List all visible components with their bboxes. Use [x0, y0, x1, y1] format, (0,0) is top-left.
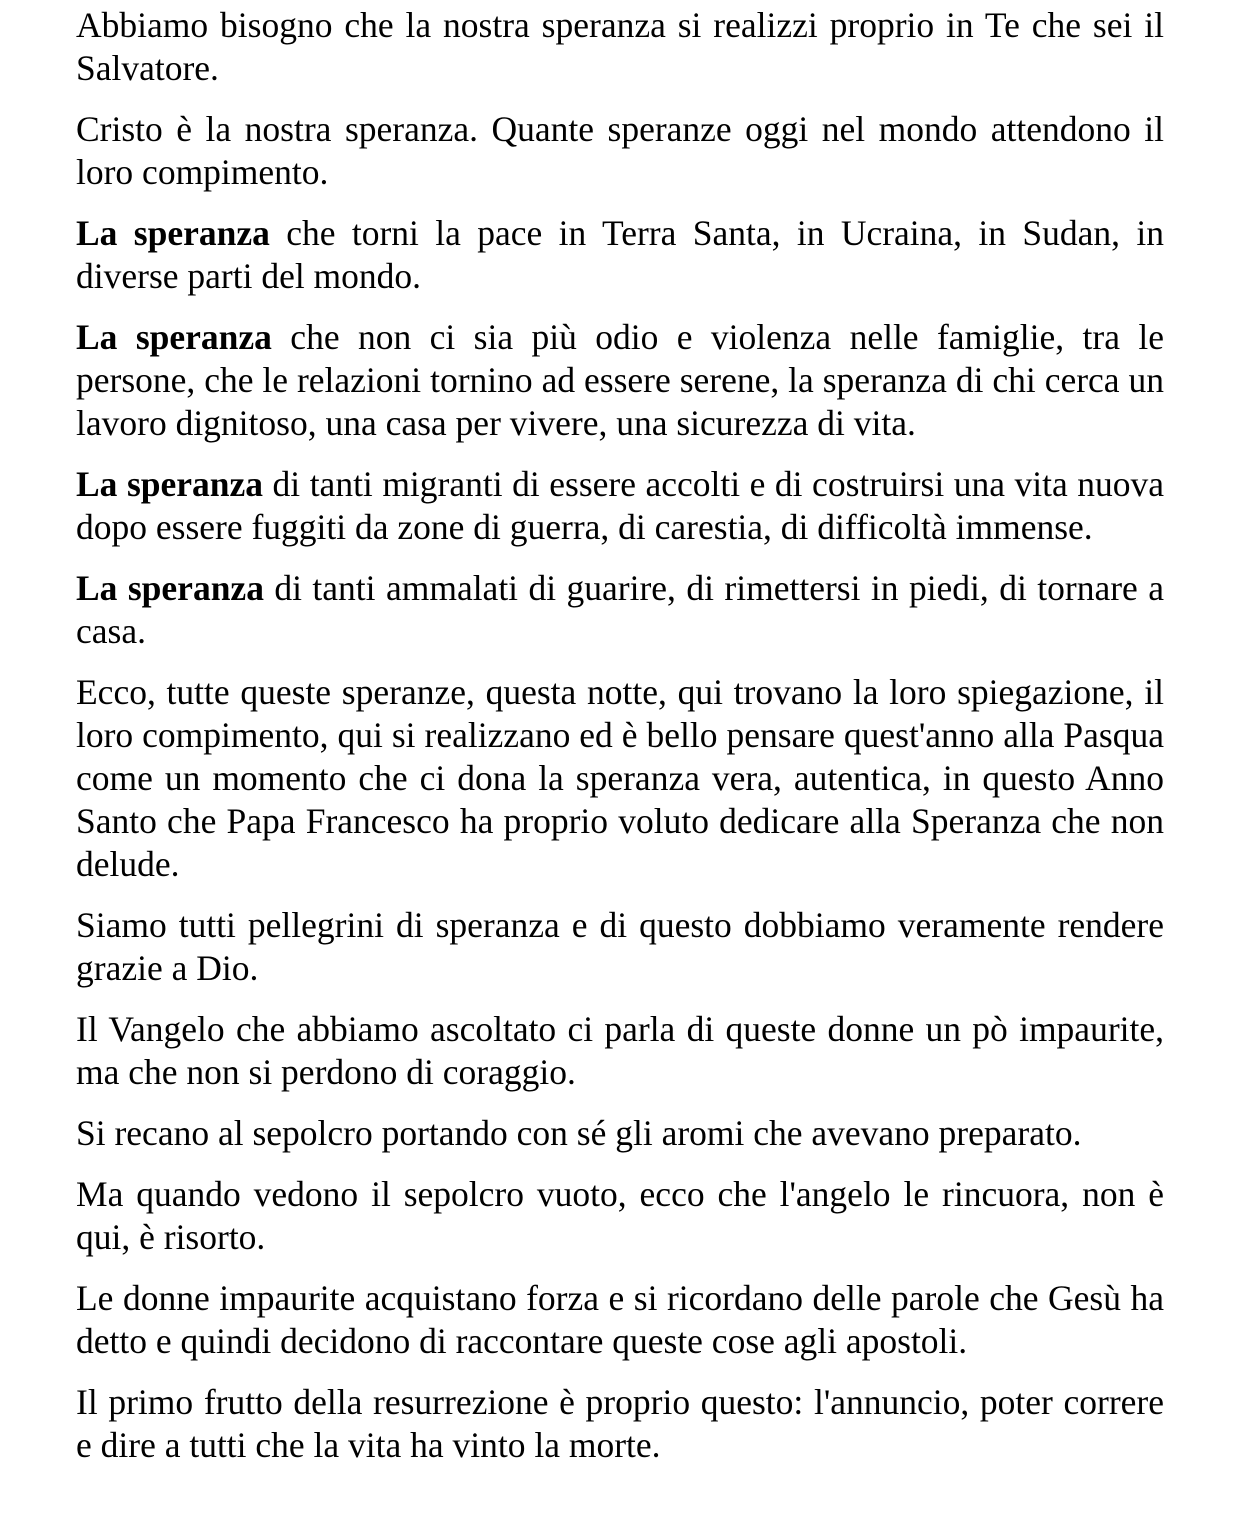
paragraph-text: che non ci sia più odio e violenza nelle famiglie, tra le persone, che le relazioni tornino ad essere serene, la speranza di chi cerca un lavoro dignitoso, una casa per vivere, una sicurezza di vita. — [76, 317, 1164, 443]
paragraph — [76, 212, 1164, 298]
paragraph — [76, 1277, 1164, 1363]
paragraph-text: che torni la pace in Terra Santa, in Ucraina, in Sudan, in diverse parti del mondo. — [76, 213, 1164, 296]
paragraph-text: Le donne impaurite acquistano forza e si ricordano delle parole che Gesù ha detto e quindi decidono di raccontare queste cose agli apostoli. — [76, 1278, 1164, 1361]
paragraph-text: Ma quando vedono il sepolcro vuoto, ecco che l'angelo le rincuora, non è qui, è risorto. — [76, 1174, 1164, 1257]
paragraph — [76, 4, 1164, 90]
paragraph-text: Siamo tutti pellegrini di speranza e di questo dobbiamo veramente rendere grazie a Dio. — [76, 905, 1164, 988]
paragraph-text: di tanti migranti di essere accolti e di costruirsi una vita nuova dopo essere fuggiti da zone di guerra, di carestia, di difficoltà immense. — [76, 464, 1165, 547]
paragraph-lead: La speranza — [76, 213, 270, 253]
paragraph — [76, 1112, 1164, 1155]
paragraph-lead: La speranza — [76, 568, 264, 608]
paragraph-text: Abbiamo bisogno che la nostra speranza si realizzi proprio in Te che sei il Salvatore. — [76, 5, 1164, 88]
paragraph — [76, 904, 1164, 990]
paragraph — [76, 316, 1164, 445]
paragraph — [76, 1173, 1164, 1259]
document-page — [76, 4, 1164, 1485]
paragraph — [76, 108, 1164, 194]
paragraph — [76, 1381, 1164, 1467]
paragraph-text: Si recano al sepolcro portando con sé gli aromi che avevano preparato. — [76, 1113, 1082, 1153]
paragraph — [76, 463, 1164, 549]
paragraph-text: Ecco, tutte queste speranze, questa notte, qui trovano la loro spiegazione, il loro compimento, qui si realizzano ed è bello pensare quest'anno alla Pasqua come un momento che ci dona la speranza vera, autentica, in questo Anno Santo che Papa Francesco ha proprio voluto dedicare alla Speranza che non delude. — [76, 672, 1164, 884]
paragraph — [76, 1008, 1164, 1094]
paragraph-text: Il primo frutto della resurrezione è proprio questo: l'annuncio, poter correre e dire a tutti che la vita ha vinto la morte. — [76, 1382, 1164, 1465]
paragraph-lead: La speranza — [76, 317, 272, 357]
paragraph — [76, 567, 1164, 653]
paragraph-text: di tanti ammalati di guarire, di rimettersi in piedi, di tornare a casa. — [76, 568, 1164, 651]
paragraph — [76, 671, 1164, 886]
paragraph-text: Cristo è la nostra speranza. Quante speranze oggi nel mondo attendono il loro compimento. — [76, 109, 1164, 192]
paragraph-lead: La speranza — [76, 464, 264, 504]
paragraph-text: Il Vangelo che abbiamo ascoltato ci parla di queste donne un pò impaurite, ma che non si perdono di coraggio. — [76, 1009, 1164, 1092]
